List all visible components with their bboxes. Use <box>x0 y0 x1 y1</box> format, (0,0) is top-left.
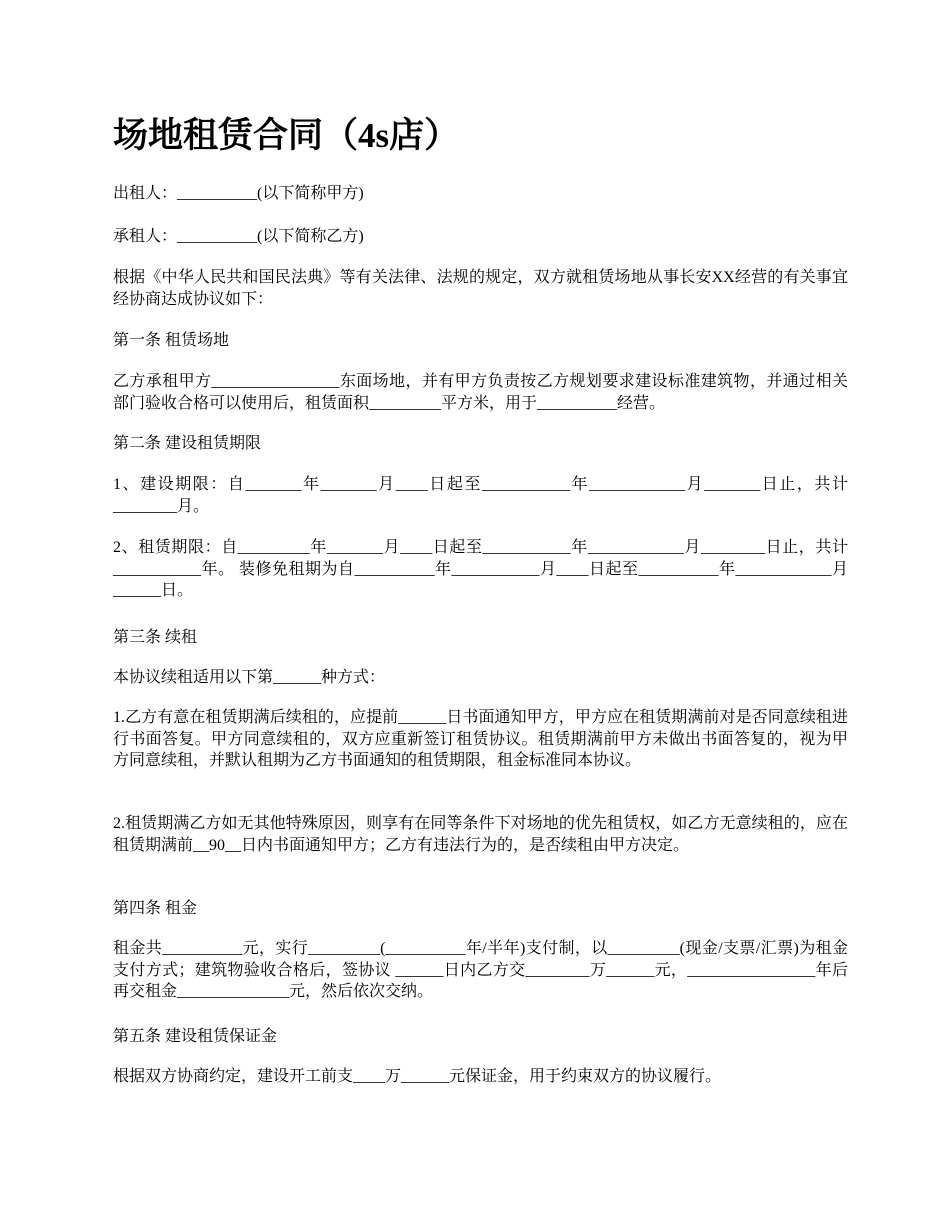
article-5-heading: 第五条 建设租赁保证金 <box>113 1028 278 1045</box>
document-title: 场地租赁合同（4s店） <box>113 116 460 155</box>
article-4-heading: 第四条 租金 <box>113 900 198 917</box>
renewal-option-2: 2.租赁期满乙方如无其他特殊原因，则享有在同等条件下对场地的优先租赁权，如乙方无意续租的，应在租赁期满前__90__日内书面通知甲方；乙方有违法行为的，是否续租由甲方决定。 <box>113 815 848 854</box>
article-3-heading: 第三条 续租 <box>113 629 198 646</box>
article-1-body: 乙方承租甲方________________东面场地，并有甲方负责按乙方规划要求建设标准建筑物，并通过相关部门验收合格可以使用后，租赁面积_________平方米，用于__________经营。 <box>113 373 848 412</box>
construction-period-clause: 1、建设期限：自_______年_______月____日起至___________年____________月_______日止，共计________月。 <box>113 476 848 515</box>
lessor-line: 出租人：__________(以下简称甲方) <box>113 185 364 202</box>
article-1-heading: 第一条 租赁场地 <box>113 332 230 349</box>
rent-clause: 租金共__________元，实行_________(__________年/半年)支付制，以_________(现金/支票/汇票)为租金支付方式；建筑物验收合格后，签协议 ______日内乙方交________万______元，________________年后再交租金______________元，然后依次交纳。 <box>113 940 848 1000</box>
article-2-heading: 第二条 建设租赁期限 <box>113 435 262 452</box>
renewal-option-1: 1.乙方有意在租赁期满后续租的，应提前______日书面通知甲方，甲方应在租赁期满前对是否同意续租进行书面答复。甲方同意续租的，双方应重新签订租赁协议。租赁期满前甲方未做出书面答复的，视为甲方同意续租，并默认租期为乙方书面通知的租赁期限，租金标准同本协议。 <box>113 709 848 769</box>
lessee-line: 承租人：__________(以下简称乙方) <box>113 228 364 245</box>
renewal-method-line: 本协议续租适用以下第______种方式： <box>113 669 386 686</box>
deposit-clause: 根据双方协商约定，建设开工前支____万______元保证金，用于约束双方的协议履行。 <box>113 1068 722 1085</box>
preamble-paragraph: 根据《中华人民共和国民法典》等有关法律、法规的规定，双方就租赁场地从事长安XX经营的有关事宜经协商达成协议如下： <box>113 269 848 308</box>
lease-period-clause: 2、租赁期限：自_________年_______月____日起至___________年____________月________日止，共计___________年。 装修免租期为自__________年___________月____日起至__________年____________月______日。 <box>113 539 848 599</box>
